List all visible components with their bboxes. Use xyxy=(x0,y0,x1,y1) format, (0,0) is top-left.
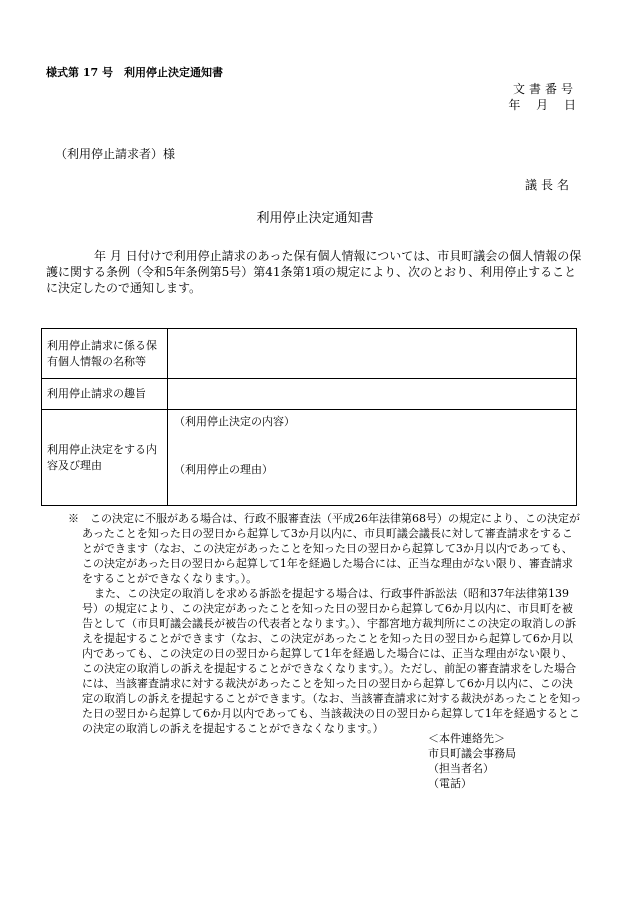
table-row xyxy=(42,410,577,506)
notice-body: 年 月 日付けで利用停止請求のあった保有個人情報については、市貝町議会の個人情報の保護に関する条例（令和5年条例第5号）第41条第1項の規定により、次のとおり、利用停止することに決定したので通知します。 xyxy=(46,249,582,295)
contact-block xyxy=(428,731,516,791)
document-title: 利用停止決定通知書 xyxy=(256,211,374,226)
contact-office: 市貝町議会事務局 xyxy=(428,747,516,760)
row-label: 利用停止請求の趣旨 xyxy=(42,379,168,410)
contact-heading: ＜本件連絡先＞ xyxy=(428,732,505,745)
sender-name: 議長名 xyxy=(524,178,573,192)
decision-content-label: （利用停止決定の内容） xyxy=(174,415,295,428)
row-value xyxy=(168,410,577,506)
decision-reason-label: （利用停止の理由） xyxy=(174,463,273,476)
note-lawsuit: また、この決定の取消しを求める訴訟を提起する場合は、行政事件訴訟法（昭和37年法律第139号）の規定により、この決定があったことを知った日の翌日から起算して6か月以内に、市貝町を被告として（市貝町議会議長が被告の代表者となります。）、宇都宮地方裁判所にこの決定の取消しの訴えを提起することができます（なお、この決定があったことを知った日の翌日から起算して6か月以内であっても、この決定の日の翌日から起算して1年を経過した場合には、正当な理由がない限り、この決定の取消しの訴えを提起することができなくなります。）。ただし、前記の審査請求をした場合には、当該審査請求に対する裁決があったことを知った日の翌日から起算して6か月以内に、この決定の取消しの訴えを提起することができます。（なお、当該審査請求に対する裁決があったことを知った日の翌日から起算して6か月以内であっても、当該裁決の日の翌日から起算して1年を経過するとこの決定の取消しの訴えを提起することができなくなります。） xyxy=(82,587,582,735)
row-label: 利用停止決定をする内容及び理由 xyxy=(42,410,168,506)
appeal-notes xyxy=(70,511,582,736)
form-number: 様式第 17 号 利用停止決定通知書 xyxy=(46,66,223,79)
addressee: （利用停止請求者）様 xyxy=(55,147,176,161)
contact-person: （担当者名） xyxy=(428,762,494,775)
note-appeal: ※ この決定に不服がある場合は、行政不服審査法（平成26年法律第68号）の規定により、この決定があったことを知った日の翌日から起算して3か月以内に、市貝町議会議長に対して審査請求をすることができます（なお、この決定があったことを知った日の翌日から起算して3か月以内であっても、この決定があった日の翌日から起算して1年を経過した場合には、正当な理由がない限り、審査請求をすることができなくなります。）。 xyxy=(68,512,580,585)
row-value xyxy=(168,329,577,379)
issue-date: 年 月 日 xyxy=(508,98,577,112)
contact-phone: （電話） xyxy=(428,777,472,790)
table-row xyxy=(42,329,577,379)
row-label: 利用停止請求に係る保有個人情報の名称等 xyxy=(42,329,168,379)
info-table xyxy=(41,328,577,506)
row-value xyxy=(168,379,577,410)
document-number: 文書番号 xyxy=(512,82,577,96)
table-row xyxy=(42,379,577,410)
